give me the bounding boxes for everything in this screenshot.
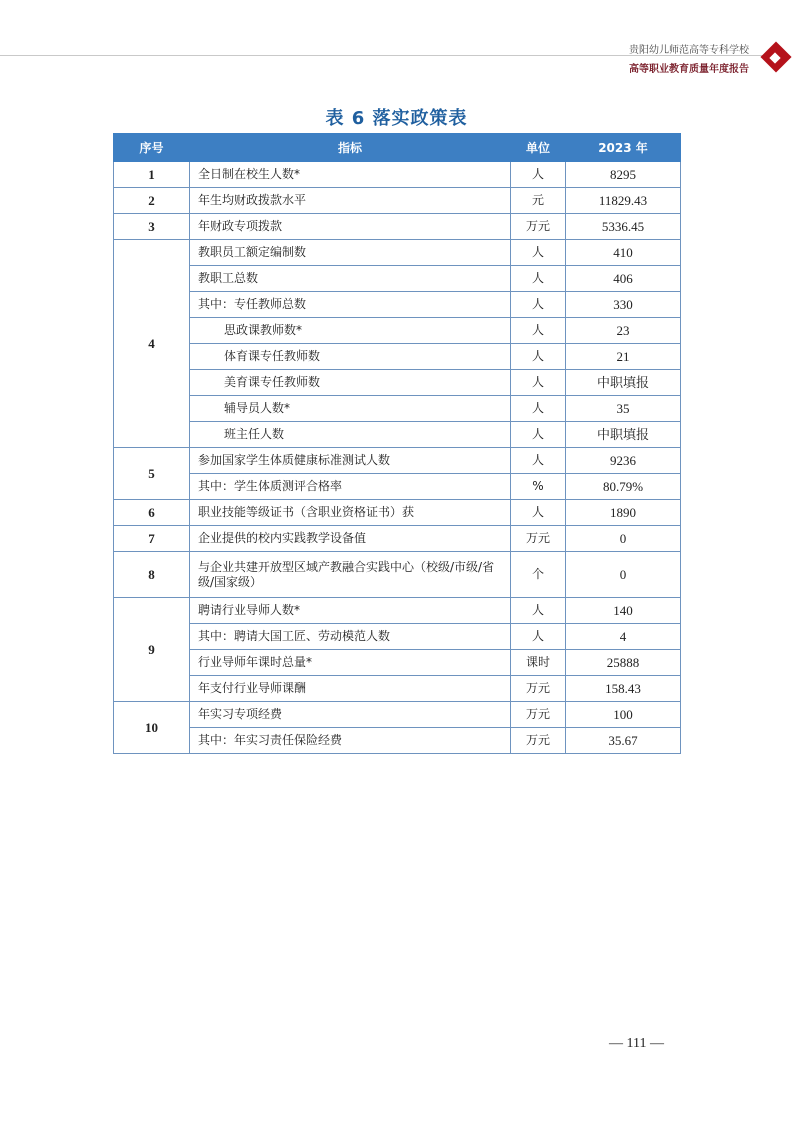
row-seq: 7	[114, 526, 190, 552]
table-row	[114, 240, 681, 266]
table-row	[114, 162, 681, 188]
row-unit: 人	[511, 422, 566, 448]
table-row	[114, 266, 681, 292]
row-unit: 人	[511, 318, 566, 344]
table-row	[114, 702, 681, 728]
row-unit: 人	[511, 266, 566, 292]
row-indicator: 其中：年实习责任保险经费	[190, 728, 511, 754]
row-unit: 万元	[511, 676, 566, 702]
row-seq: 9	[114, 598, 190, 702]
row-value: 0	[566, 526, 681, 552]
row-seq: 10	[114, 702, 190, 754]
row-unit: 万元	[511, 214, 566, 240]
table-row	[114, 650, 681, 676]
row-value: 35	[566, 396, 681, 422]
row-value: 35.67	[566, 728, 681, 754]
row-unit: 万元	[511, 526, 566, 552]
row-indicator: 行业导师年课时总量*	[190, 650, 511, 676]
row-seq: 8	[114, 552, 190, 598]
row-unit: 课时	[511, 650, 566, 676]
row-indicator: 教职员工额定编制数	[190, 240, 511, 266]
row-seq: 1	[114, 162, 190, 188]
table-row	[114, 292, 681, 318]
row-indicator: 其中：学生体质测评合格率	[190, 474, 511, 500]
table-row	[114, 676, 681, 702]
row-value: 330	[566, 292, 681, 318]
table-row	[114, 474, 681, 500]
row-value: 0	[566, 552, 681, 598]
table-row	[114, 500, 681, 526]
row-unit: 人	[511, 370, 566, 396]
row-unit: 人	[511, 240, 566, 266]
row-seq: 2	[114, 188, 190, 214]
table-row	[114, 728, 681, 754]
row-value: 1890	[566, 500, 681, 526]
row-indicator: 辅导员人数*	[190, 396, 511, 422]
row-indicator: 参加国家学生体质健康标准测试人数	[190, 448, 511, 474]
row-seq: 3	[114, 214, 190, 240]
row-seq: 6	[114, 500, 190, 526]
header-school-name: 贵阳幼儿师范高等专科学校	[629, 45, 749, 56]
header-report-name: 高等职业教育质量年度报告	[629, 64, 749, 75]
table-row	[114, 214, 681, 240]
row-unit: 人	[511, 448, 566, 474]
table-row	[114, 526, 681, 552]
row-value: 140	[566, 598, 681, 624]
table-row	[114, 188, 681, 214]
row-value: 9236	[566, 448, 681, 474]
table-row	[114, 448, 681, 474]
row-value: 中职填报	[566, 422, 681, 448]
row-indicator: 体育课专任教师数	[190, 344, 511, 370]
table-row	[114, 318, 681, 344]
policy-table	[113, 133, 681, 754]
row-indicator: 年生均财政拨款水平	[190, 188, 511, 214]
row-indicator: 其中：专任教师总数	[190, 292, 511, 318]
table-header-row	[114, 134, 681, 162]
row-value: 11829.43	[566, 188, 681, 214]
column-header-indicator: 指标	[190, 134, 511, 162]
row-unit: 人	[511, 292, 566, 318]
table-row	[114, 624, 681, 650]
row-value: 中职填报	[566, 370, 681, 396]
table-title: 表 6 落实政策表	[325, 108, 468, 129]
row-indicator: 教职工总数	[190, 266, 511, 292]
row-value: 8295	[566, 162, 681, 188]
row-unit: 人	[511, 344, 566, 370]
row-value: 25888	[566, 650, 681, 676]
row-unit: %	[511, 474, 566, 500]
row-indicator: 职业技能等级证书（含职业资格证书）获	[190, 500, 511, 526]
row-indicator: 其中：聘请大国工匠、劳动模范人数	[190, 624, 511, 650]
table-row	[114, 422, 681, 448]
row-unit: 人	[511, 624, 566, 650]
row-indicator: 思政课教师数*	[190, 318, 511, 344]
row-unit: 人	[511, 500, 566, 526]
row-value: 158.43	[566, 676, 681, 702]
column-header-year: 2023 年	[566, 134, 681, 162]
table-row	[114, 396, 681, 422]
row-indicator: 班主任人数	[190, 422, 511, 448]
row-value: 100	[566, 702, 681, 728]
row-unit: 人	[511, 396, 566, 422]
row-indicator: 企业提供的校内实践教学设备值	[190, 526, 511, 552]
column-header-seq: 序号	[114, 134, 190, 162]
row-unit: 万元	[511, 728, 566, 754]
row-value: 5336.45	[566, 214, 681, 240]
row-value: 410	[566, 240, 681, 266]
row-indicator: 年财政专项拨款	[190, 214, 511, 240]
row-indicator: 美育课专任教师数	[190, 370, 511, 396]
page-number: — 111 —	[609, 1036, 664, 1051]
row-indicator: 与企业共建开放型区域产教融合实践中心（校级/市级/省级/国家级）	[190, 552, 511, 598]
row-unit: 人	[511, 598, 566, 624]
row-indicator: 聘请行业导师人数*	[190, 598, 511, 624]
row-unit: 万元	[511, 702, 566, 728]
row-indicator: 年实习专项经费	[190, 702, 511, 728]
row-value: 21	[566, 344, 681, 370]
row-value: 406	[566, 266, 681, 292]
row-unit: 人	[511, 162, 566, 188]
row-value: 4	[566, 624, 681, 650]
table-row	[114, 598, 681, 624]
row-unit: 个	[511, 552, 566, 598]
table-row	[114, 370, 681, 396]
row-indicator: 年支付行业导师课酬	[190, 676, 511, 702]
row-unit: 元	[511, 188, 566, 214]
table-row	[114, 552, 681, 598]
row-value: 23	[566, 318, 681, 344]
row-seq: 5	[114, 448, 190, 500]
row-seq: 4	[114, 240, 190, 448]
row-indicator: 全日制在校生人数*	[190, 162, 511, 188]
column-header-unit: 单位	[511, 134, 566, 162]
table-row	[114, 344, 681, 370]
row-value: 80.79%	[566, 474, 681, 500]
